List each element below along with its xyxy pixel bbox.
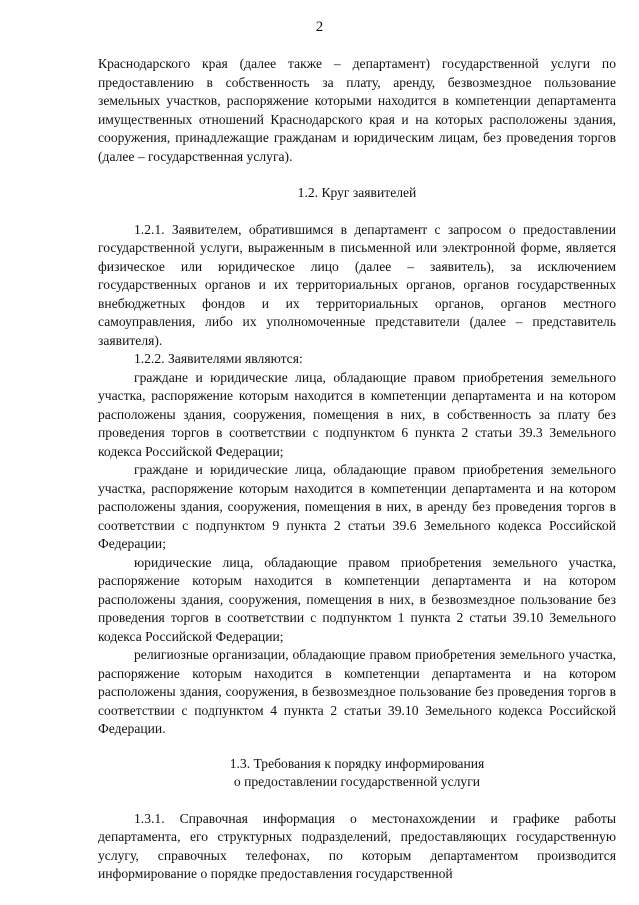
- paragraph-applicants-legal-entities: юридические лица, обладающие правом приобретения земельного участка, распоряжение которым находится в компетенции департамента и на котором расположены здания, сооружения, помещения в них, в безвозмездное пользование без проведения торгов в соответствии с подпунктом 1 пункта 2 статьи 39.10 Земельного кодекса Российской Федерации;: [98, 554, 616, 644]
- paragraph-applicants-lease: граждане и юридические лица, обладающие правом приобретения земельного участка, распоряжение которым находится в компетенции департамента и на котором расположены здания, сооружения, помещения в них, в аренду без проведения торгов в соответствии с подпунктом 9 пункта 2 статьи 39.6 Земельного кодекса Российской Федерации;: [98, 462, 616, 551]
- document-body: [98, 55, 616, 884]
- section-heading-information-line-2: о предоставлении государственной услуги: [233, 774, 481, 789]
- paragraph-1-2-2: 1.2.2. Заявителями являются:: [134, 351, 303, 366]
- section-heading-applicants: 1.2. Круг заявителей: [297, 185, 417, 200]
- paragraph-1-2-1: 1.2.1. Заявителем, обратившимся в департамент с запросом о предоставлении государственной услуги, выраженным в письменной или электронной форме, является физическое или юридическое лицо (далее – заявитель), за исключением государственных органов и их территориальных органов, органов государственных внебюджетных фондов и их территориальных органов, органов местного самоуправления, либо их уполномоченные представители (далее – представитель заявителя).: [98, 221, 616, 348]
- paragraph-applicants-religious: религиозные организации, обладающие правом приобретения земельного участка, распоряжение которым находится в компетенции департамента и на котором расположены здания, сооружения, в безвозмездное пользование без проведения торгов в соответствии с подпунктом 4 пункта 2 статьи 39.10 Земельного кодекса Российской Федерации.: [98, 647, 616, 736]
- section-heading-information-line-1: 1.3. Требования к порядку информирования: [229, 755, 485, 771]
- paragraph-intro-continuation: Краснодарского края (далее также – департамент) государственной услуги по предоставлению в собственность за плату, аренду, безвозмездное пользование земельных участков, распоряжение которыми находится в компетенции департамента имущественных отношений Краснодарского края и на которых расположены здания, сооружения, принадлежащие гражданам и юридическим лицам, без проведения торгов (далее – государственная услуга).: [98, 56, 616, 164]
- page-number: 2: [315, 19, 324, 35]
- paragraph-applicants-purchase: граждане и юридические лица, обладающие правом приобретения земельного участка, распоряжение которым находится в компетенции департамента и на котором расположены здания, сооружения, помещения в них, в собственность за плату без проведения торгов в соответствии с подпунктом 6 пункта 2 статьи 39.3 Земельного кодекса Российской Федерации;: [98, 369, 616, 459]
- paragraph-1-3-1: 1.3.1. Справочная информация о местонахождении и графике работы департамента, его структурных подразделений, предоставляющих государственную услугу, справочных телефонах, по которым департаментом производится информирование о порядке предоставления государственной: [98, 810, 616, 881]
